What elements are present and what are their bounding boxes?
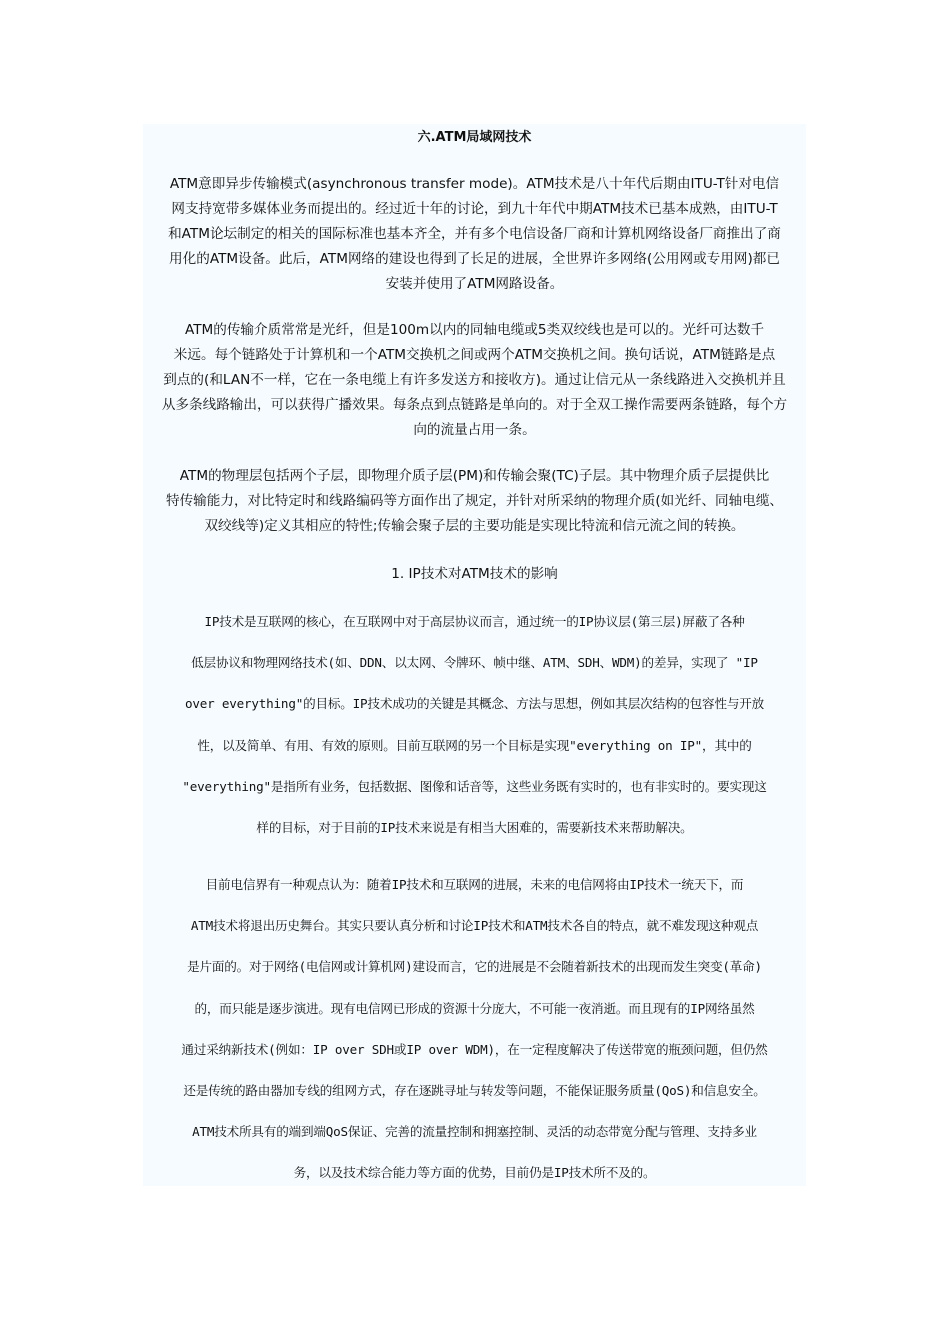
- text-line: ATM技术将退出历史舞台。其实只要认真分析和讨论IP技术和ATM技术各自的特点，就不难发现这种观点: [190, 918, 759, 934]
- text-line: 特传输能力，对比特定时和线路编码等方面作出了规定，并针对所采纳的物理介质(如光纤、同轴电缆、: [165, 493, 784, 509]
- text-line: 双绞线等)定义其相应的特性;传输会聚子层的主要功能是实现比特流和信元流之间的转换。: [204, 518, 745, 534]
- text-line: over everything"的目标。IP技术成功的关键是其概念、方法与思想，例如其层次结构的包容性与开放: [184, 696, 765, 712]
- text-line: 从多条线路输出，可以获得广播效果。每条点到点链路是单向的。对于全双工操作需要两条链路，每个方: [161, 397, 788, 413]
- text-line: ATM意即异步传输模式(asynchronous transfer mode)。ATM技术是八十年代后期由ITU-T针对电信: [169, 176, 780, 192]
- text-line: 到点的(和LAN不一样，它在一条电缆上有许多发送方和接收方)。通过让信元从一条线路进入交换机并且: [163, 372, 786, 388]
- text-line: 是片面的。对于网络(电信网或计算机网)建设而言，它的进展是不会随着新技术的出现而发生突变(革命): [187, 959, 762, 975]
- section-subheading: 1. IP技术对ATM技术的影响: [391, 566, 558, 582]
- text-line: 性，以及简单、有用、有效的原则。目前互联网的另一个目标是实现"everything on IP"，其中的: [197, 737, 752, 753]
- text-line: 样的目标，对于目前的IP技术来说是有相当大困难的，需要新技术来帮助解决。: [256, 820, 693, 836]
- text-line: 米远。每个链路处于计算机和一个ATM交换机之间或两个ATM交换机之间。换句话说，ATM链路是点: [173, 347, 776, 363]
- text-line: "everything"是指所有业务，包括数据、图像和话音等，这些业务既有实时的，也有非实时的。要实现这: [182, 778, 767, 794]
- paragraph-atm-medium: [143, 318, 806, 443]
- text-line: 用化的ATM设备。此后，ATM网络的建设也得到了长足的进展，全世界许多网络(公用网或专用网)都已: [169, 251, 780, 267]
- paragraph-ip-technology: [143, 601, 806, 848]
- text-line: IP技术是互联网的核心，在互联网中对于高层协议而言，通过统一的IP协议层(第三层)屏蔽了各种: [204, 614, 745, 629]
- paragraph-ip-vs-atm: [143, 864, 806, 1194]
- text-line: ATM的物理层包括两个子层，即物理介质子层(PM)和传输会聚(TC)子层。其中物理介质子层提供比: [179, 468, 770, 484]
- text-line: 的，而只能是逐步演进。现有电信网已形成的资源十分庞大，不可能一夜消逝。而且现有的IP网络虽然: [194, 1000, 755, 1016]
- text-line: 通过采纳新技术(例如：IP over SDH或IP over WDM)，在一定程度解决了传送带宽的瓶颈问题，但仍然: [181, 1041, 768, 1057]
- text-line: ATM的传输介质常常是光纤，但是100m以内的同轴电缆或5类双绞线也是可以的。光纤可达数千: [184, 322, 765, 338]
- text-line: 向的流量占用一条。: [413, 422, 536, 438]
- document-title: 六.ATM局域网技术: [417, 130, 532, 145]
- text-line: 低层协议和物理网络技术(如、DDN、以太网、令牌环、帧中继、ATM、SDH、WDM)的差异，实现了 "IP: [191, 655, 758, 671]
- paragraph-atm-physical-layer: [143, 464, 806, 539]
- text-line: 网支持宽带多媒体业务而提出的。经过近十年的讨论，到九十年代中期ATM技术已基本成熟，由ITU-T: [171, 201, 778, 217]
- text-line: 和ATM论坛制定的相关的国际标准也基本齐全，并有多个电信设备厂商和计算机网络设备厂商推出了商: [168, 226, 781, 242]
- text-line: 还是传统的路由器加专线的组网方式，存在逐跳寻址与转发等问题，不能保证服务质量(QoS)和信息安全。: [183, 1083, 766, 1099]
- text-line: 安装并使用了ATM网路设备。: [385, 276, 564, 292]
- text-line: ATM技术所具有的端到端QoS保证、完善的流量控制和拥塞控制、灵活的动态带宽分配与管理、支持多业: [192, 1124, 757, 1140]
- text-line: 务，以及技术综合能力等方面的优势，目前仍是IP技术所不及的。: [293, 1165, 656, 1181]
- paragraph-atm-definition: [143, 172, 806, 297]
- document-content-area: [143, 124, 806, 1186]
- text-line: 目前电信界有一种观点认为：随着IP技术和互联网的进展，未来的电信网将由IP技术一统天下，而: [205, 877, 744, 892]
